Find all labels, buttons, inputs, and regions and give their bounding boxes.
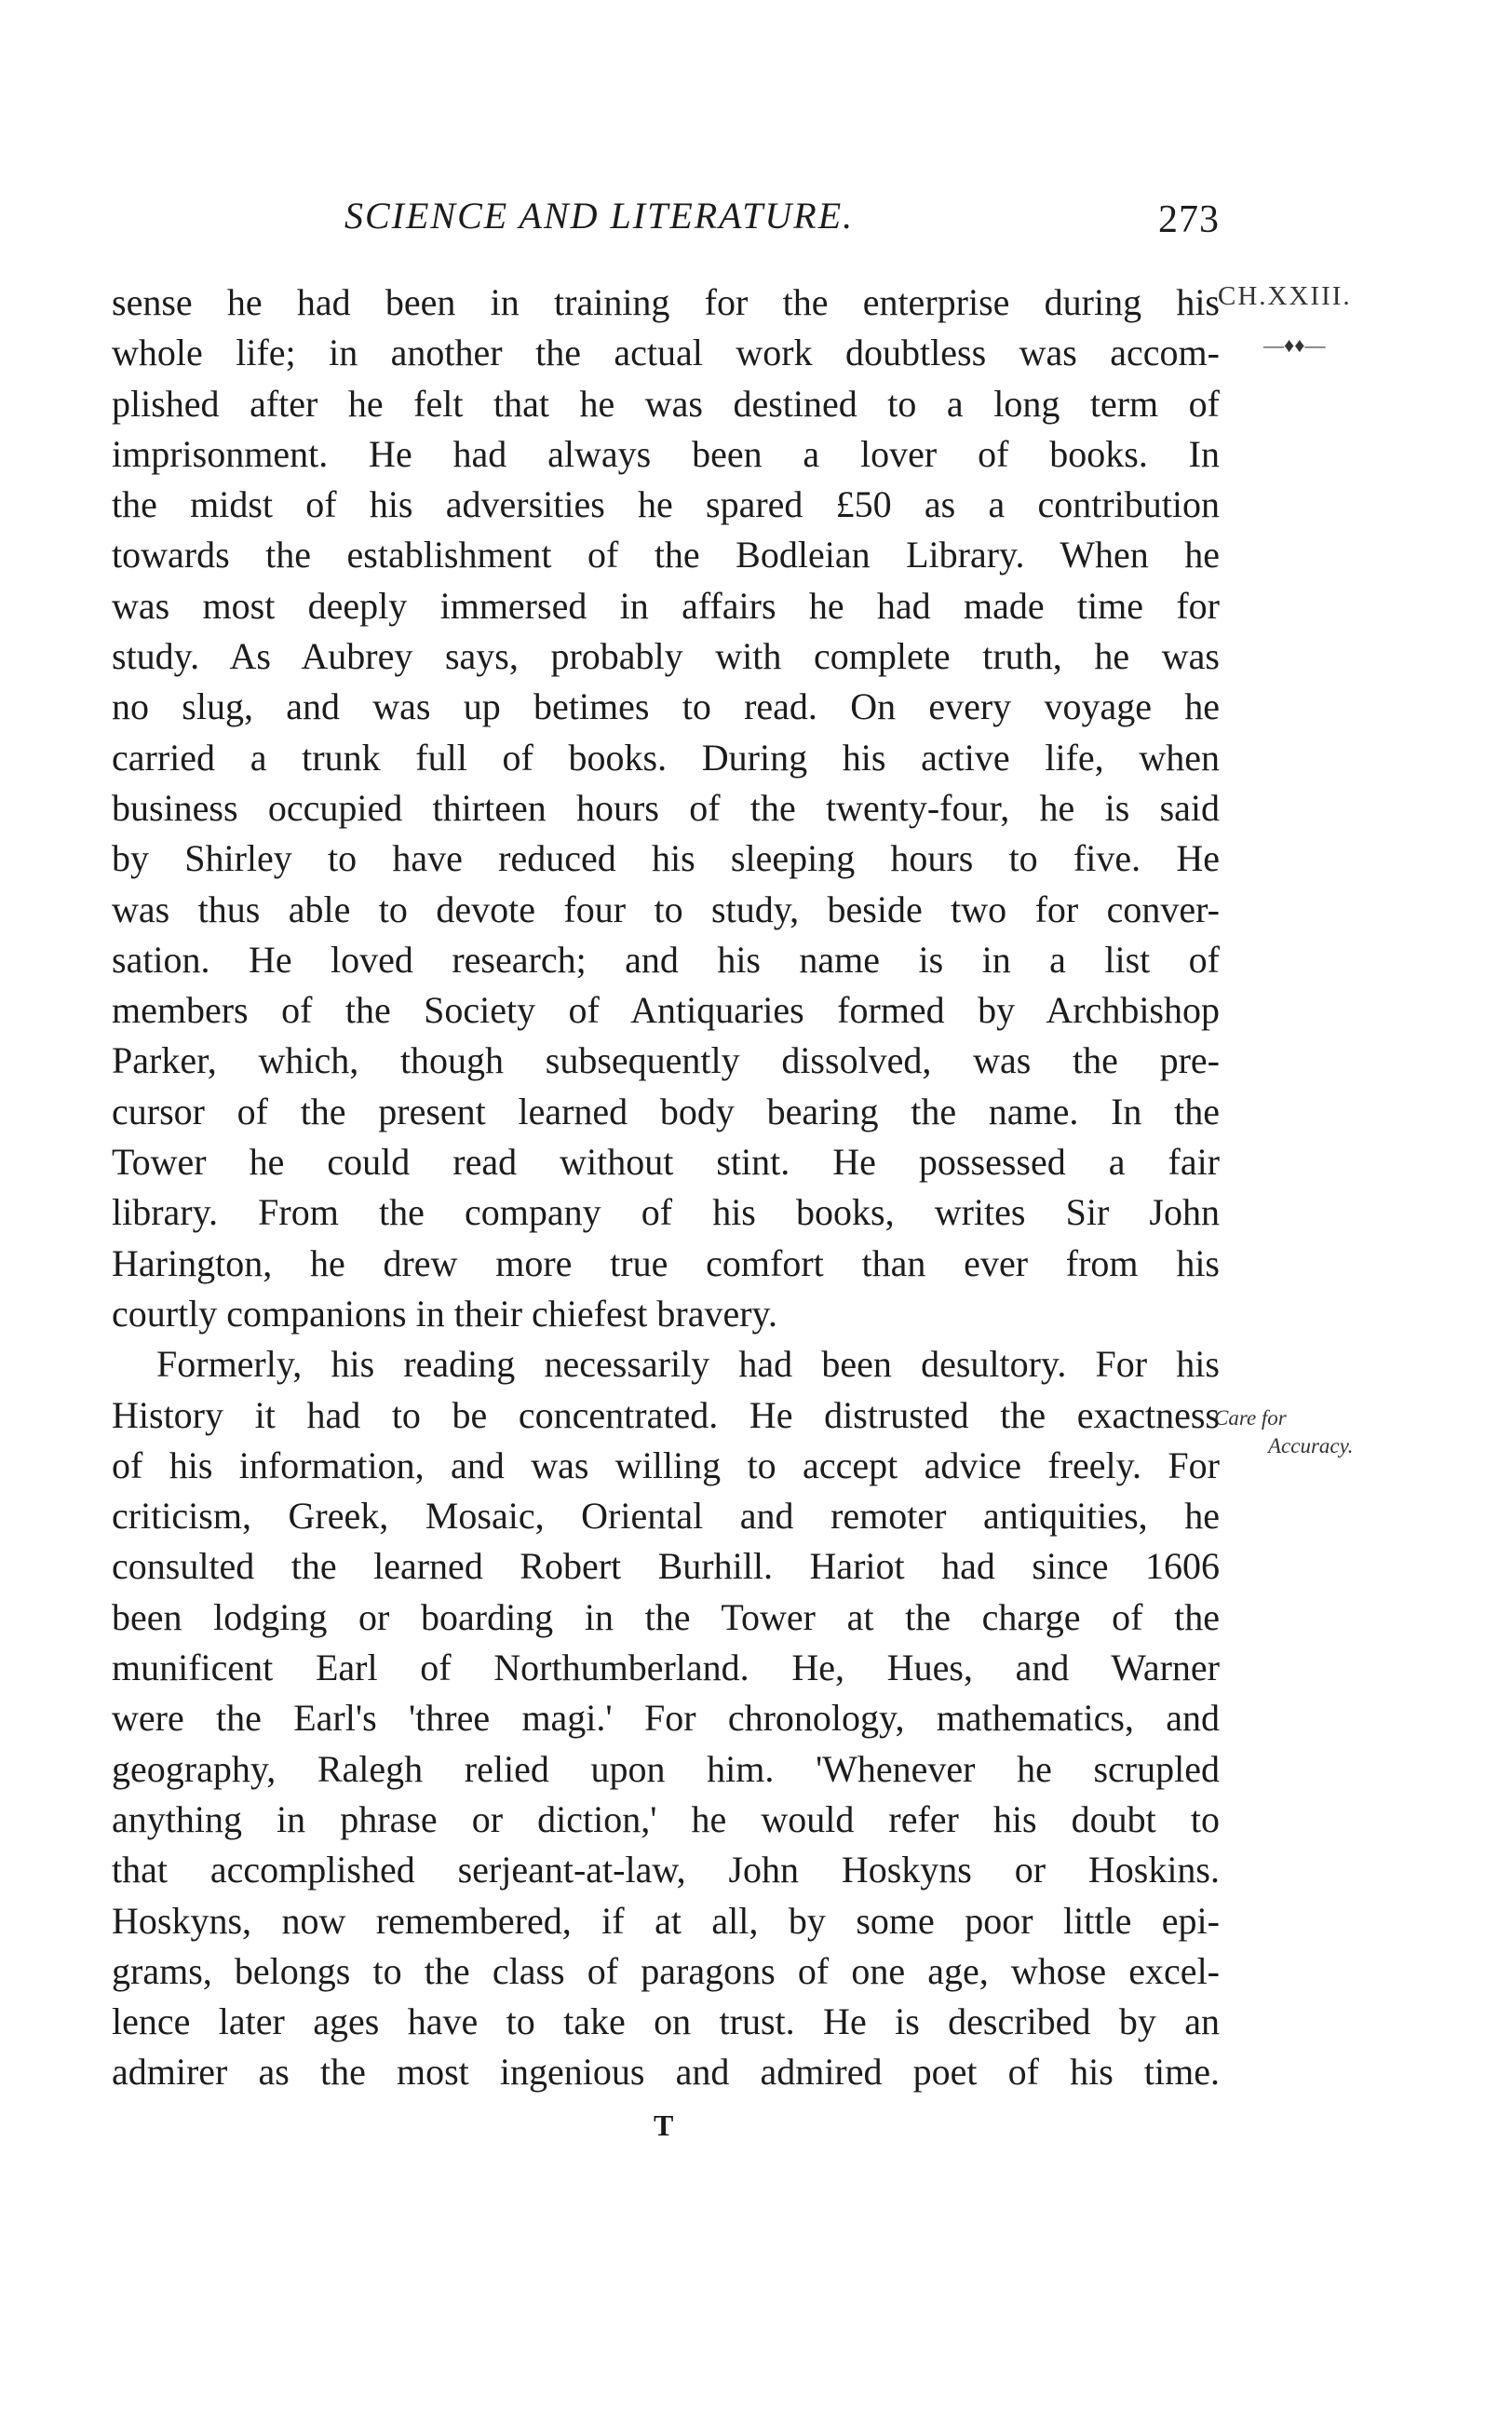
ornament-icon: —♦♦— <box>1263 333 1326 357</box>
text-line: consulted the learned Robert Burhill. Hariot had since 1606 <box>112 1545 1220 1588</box>
text-line: grams, belongs to the class of paragons of one age, whose excel- <box>112 1949 1220 1992</box>
text-line: no slug, and was up betimes to read. On every voyage he <box>112 685 1220 728</box>
marginal-note-line: Accuracy. <box>1268 1434 1354 1457</box>
marginal-note <box>1214 1404 1400 1460</box>
text-line: that accomplished serjeant-at-law, John Hoskyns or Hoskins. <box>112 1849 1220 1891</box>
text-line: Hoskyns, now remembered, if at all, by some poor little epi- <box>112 1899 1220 1942</box>
text-line: been lodging or boarding in the Tower at the charge of the <box>112 1595 1220 1638</box>
page-number: 273 <box>1158 198 1220 241</box>
text-line: towards the establishment of the Bodleian Library. When he <box>112 534 1220 576</box>
text-line: carried a trunk full of books. During his active life, when <box>112 736 1220 779</box>
text-line: sation. He loved research; and his name is in a list of <box>112 938 1220 981</box>
text-line: geography, Ralegh relied upon him. 'Whenever he scrupled <box>112 1747 1220 1790</box>
text-line: cursor of the present learned body bearing the name. In the <box>112 1090 1220 1132</box>
text-line: of his information, and was willing to accept advice freely. For <box>112 1444 1220 1486</box>
text-line: by Shirley to have reduced his sleeping hours to five. He <box>112 837 1220 880</box>
text-line: sense he had been in training for the enterprise during his <box>112 281 1220 323</box>
text-line: Parker, which, though subsequently dissolved, was the pre- <box>112 1039 1220 1082</box>
text-line: whole life; in another the actual work doubtless was accom- <box>112 332 1220 374</box>
text-line: imprisonment. He had always been a lover of books. In <box>112 432 1220 475</box>
text-line: History it had to be concentrated. He distrusted the exactness <box>112 1393 1220 1436</box>
text-line: criticism, Greek, Mosaic, Oriental and remoter antiquities, he <box>112 1495 1220 1538</box>
text-line: lence later ages have to take on trust. He is described by an <box>112 2000 1220 2043</box>
text-line: was thus able to devote four to study, beside two for conver- <box>112 888 1220 930</box>
text-line: anything in phrase or diction,' he would refer his doubt to <box>112 1797 1220 1840</box>
signature-mark: T <box>654 2108 676 2142</box>
text-line: were the Earl's 'three magi.' For chronology, mathematics, and <box>112 1697 1220 1740</box>
body-text <box>112 278 1220 2098</box>
text-line: munificent Earl of Northumberland. He, Hues, and Warner <box>112 1647 1220 1689</box>
chapter-marker: CH.XXIII. <box>1218 281 1352 311</box>
text-line: library. From the company of his books, writes Sir John <box>112 1191 1220 1234</box>
running-title: SCIENCE AND LITERATURE. <box>344 195 855 237</box>
text-line: Tower he could read without stint. He possessed a fair <box>112 1141 1220 1184</box>
text-line: members of the Society of Antiquaries formed by Archbishop <box>112 989 1220 1032</box>
marginal-note-line: Care for <box>1214 1406 1287 1430</box>
text-line: business occupied thirteen hours of the twenty-four, he is said <box>112 786 1220 829</box>
text-line: study. As Aubrey says, probably with complete truth, he was <box>112 635 1220 678</box>
text-line: courtly companions in their chiefest bravery. <box>112 1292 777 1335</box>
text-line: Harington, he drew more true comfort than ever from his <box>112 1241 1220 1284</box>
text-line: the midst of his adversities he spared £50 as a contribution <box>112 483 1220 526</box>
running-header <box>112 194 1220 250</box>
text-line: plished after he felt that he was destined to a long term of <box>112 382 1220 425</box>
paragraph-first-line: Formerly, his reading necessarily had been desultory. For his <box>156 1343 1220 1386</box>
text-line: was most deeply immersed in affairs he had made time for <box>112 584 1220 627</box>
text-line: admirer as the most ingenious and admired poet of his time. <box>112 2051 1220 2094</box>
